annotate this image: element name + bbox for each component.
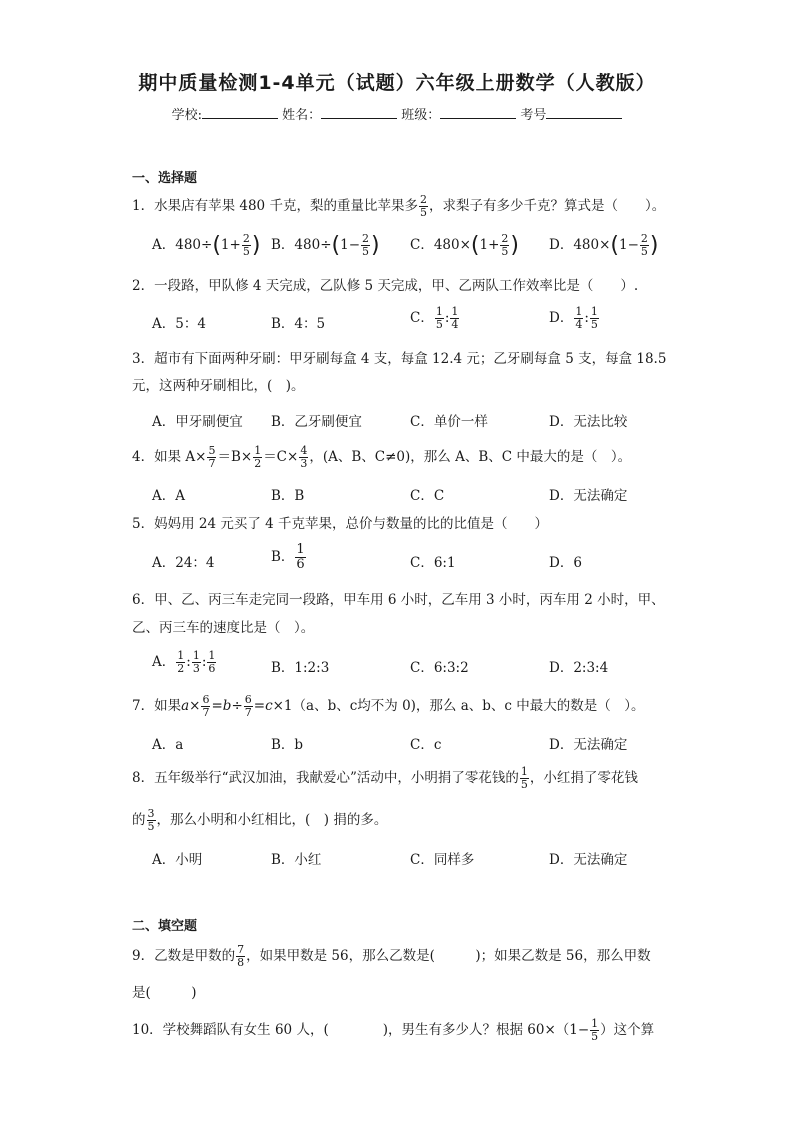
question-3-line-2: 元，这两种牙刷相比，( )。: [132, 378, 305, 394]
q6-option-c[interactable]: C．6:3:2: [410, 660, 469, 676]
section-choice: 一、选择题: [132, 171, 198, 186]
q5-option-c[interactable]: C．6:1: [410, 555, 456, 571]
q5-option-b[interactable]: B． $\frac{1}{6}$: [271, 542, 305, 572]
question-9-line-1: 9．乙数是甲数的 $\frac{7}{8}$ ，如果甲数是 56，那么乙数是( )；如果乙数是 56，那么甲数: [132, 943, 651, 969]
q2-option-a[interactable]: A．5：4: [152, 316, 206, 332]
question-7: 7．如果a× $\frac{6}{7}$ =b÷ $\frac{6}{7}$ =c×1（a、b、c均不为 0)，那么 a、b、c 中最大的数是（ ）。: [132, 693, 645, 719]
q7-option-d[interactable]: D．无法确定: [549, 737, 628, 753]
question-4: 4．如果 A× $\frac{5}{7}$ ＝B× $\frac{1}{2}$ ＝C× $\frac{4}{3}$ ，(A、B、C≠0)，那么 A、B、C 中最大的是（ ）。: [132, 444, 632, 470]
class-label: 班级：: [401, 108, 441, 123]
q4-option-b[interactable]: B．B: [271, 488, 305, 504]
q2-option-b[interactable]: B．4：5: [271, 316, 326, 332]
q1-option-b[interactable]: B．480÷(1− $\frac{2}{5}$ ): [271, 232, 380, 258]
question-5: 5．妈妈用 24 元买了 4 千克苹果，总价与数量的比的比值是（ ）: [132, 516, 549, 532]
q3-option-c[interactable]: C．单价一样: [410, 414, 488, 430]
question-8-line-1: 8．五年级举行“武汉加油，我献爱心”活动中，小明捐了零花钱的 $\frac{1}{5}$ ，小红捐了零花钱: [132, 765, 638, 791]
q6-option-a[interactable]: A． $\frac{1}{2}$ : $\frac{1}{3}$ : $\frac{1}{6}$: [152, 649, 216, 675]
name-label: 姓名：: [282, 108, 322, 123]
question-6-line-2: 乙、丙三车的速度比是（ ）。: [132, 620, 315, 636]
q4-option-c[interactable]: C．C: [410, 488, 445, 504]
q3-option-a[interactable]: A．甲牙刷便宜: [152, 414, 243, 430]
q7-option-a[interactable]: A．a: [152, 737, 184, 753]
student-info-line: [0, 104, 794, 123]
question-9-line-2: 是( ): [132, 985, 197, 1001]
q1-option-c[interactable]: C．480×(1+ $\frac{2}{5}$ ): [410, 232, 520, 258]
question-2: 2．一段路，甲队修 4 天完成，乙队修 5 天完成，甲、乙两队工作效率比是（ ）.: [132, 278, 639, 294]
q1-option-a[interactable]: A．480÷(1+ $\frac{2}{5}$ ): [152, 232, 261, 258]
q8-option-d[interactable]: D．无法确定: [549, 852, 628, 868]
q7-option-c[interactable]: C．c: [410, 737, 442, 753]
question-1: 1．水果店有苹果 480 千克，梨的重量比苹果多 $\frac{2}{5}$ ，求梨子有多少千克？算式是（ ）。: [132, 193, 666, 219]
q1-option-d[interactable]: D．480×(1− $\frac{2}{5}$ ): [549, 232, 659, 258]
q2-option-c[interactable]: C． $\frac{1}{5}$ : $\frac{1}{4}$: [410, 305, 459, 331]
exam-number-blank[interactable]: [546, 106, 622, 119]
question-3-line-1: 3．超市有下面两种牙刷：甲牙刷每盒 4 支，每盒 12.4 元；乙牙刷每盒 5 支，每盒 18.5: [132, 351, 667, 367]
q3-option-d[interactable]: D．无法比较: [549, 414, 628, 430]
question-6-line-1: 6．甲、乙、丙三车走完同一段路，甲车用 6 小时，乙车用 3 小时，丙车用 2 小时，甲、: [132, 592, 665, 608]
q5-option-a[interactable]: A．24：4: [152, 555, 215, 571]
question-8-line-2: 的 $\frac{3}{5}$ ，那么小明和小红相比，( ) 捐的多。: [132, 807, 388, 833]
fraction-2-5: $\frac{2}{5}$: [419, 193, 427, 219]
q4-option-a[interactable]: A．A: [152, 488, 185, 504]
q7-option-b[interactable]: B．b: [271, 737, 304, 753]
q8-option-a[interactable]: A．小明: [152, 852, 203, 868]
class-blank[interactable]: [440, 106, 516, 119]
q8-option-c[interactable]: C．同样多: [410, 852, 475, 868]
question-10: 10．学校舞蹈队有女生 60 人，( )，男生有多少人？根据 60×（1− $\frac{1}{5}$ ）这个算: [132, 1017, 655, 1043]
page-title: 期中质量检测1-4单元（试题）六年级上册数学（人教版）: [138, 72, 656, 94]
school-label: 学校:: [171, 108, 202, 123]
exam-number-label: 考号: [520, 108, 547, 123]
q4-option-d[interactable]: D．无法确定: [549, 488, 628, 504]
q8-option-b[interactable]: B．小红: [271, 852, 322, 868]
q6-option-b[interactable]: B．1:2:3: [271, 660, 330, 676]
q3-option-b[interactable]: B．乙牙刷便宜: [271, 414, 362, 430]
q5-option-d[interactable]: D．6: [549, 555, 582, 571]
q2-option-d[interactable]: D． $\frac{1}{4}$ : $\frac{1}{5}$: [549, 305, 598, 331]
name-blank[interactable]: [321, 106, 397, 119]
school-blank[interactable]: [202, 106, 278, 119]
q6-option-d[interactable]: D．2:3:4: [549, 660, 609, 676]
section-fill-in: 二、填空题: [132, 919, 198, 934]
